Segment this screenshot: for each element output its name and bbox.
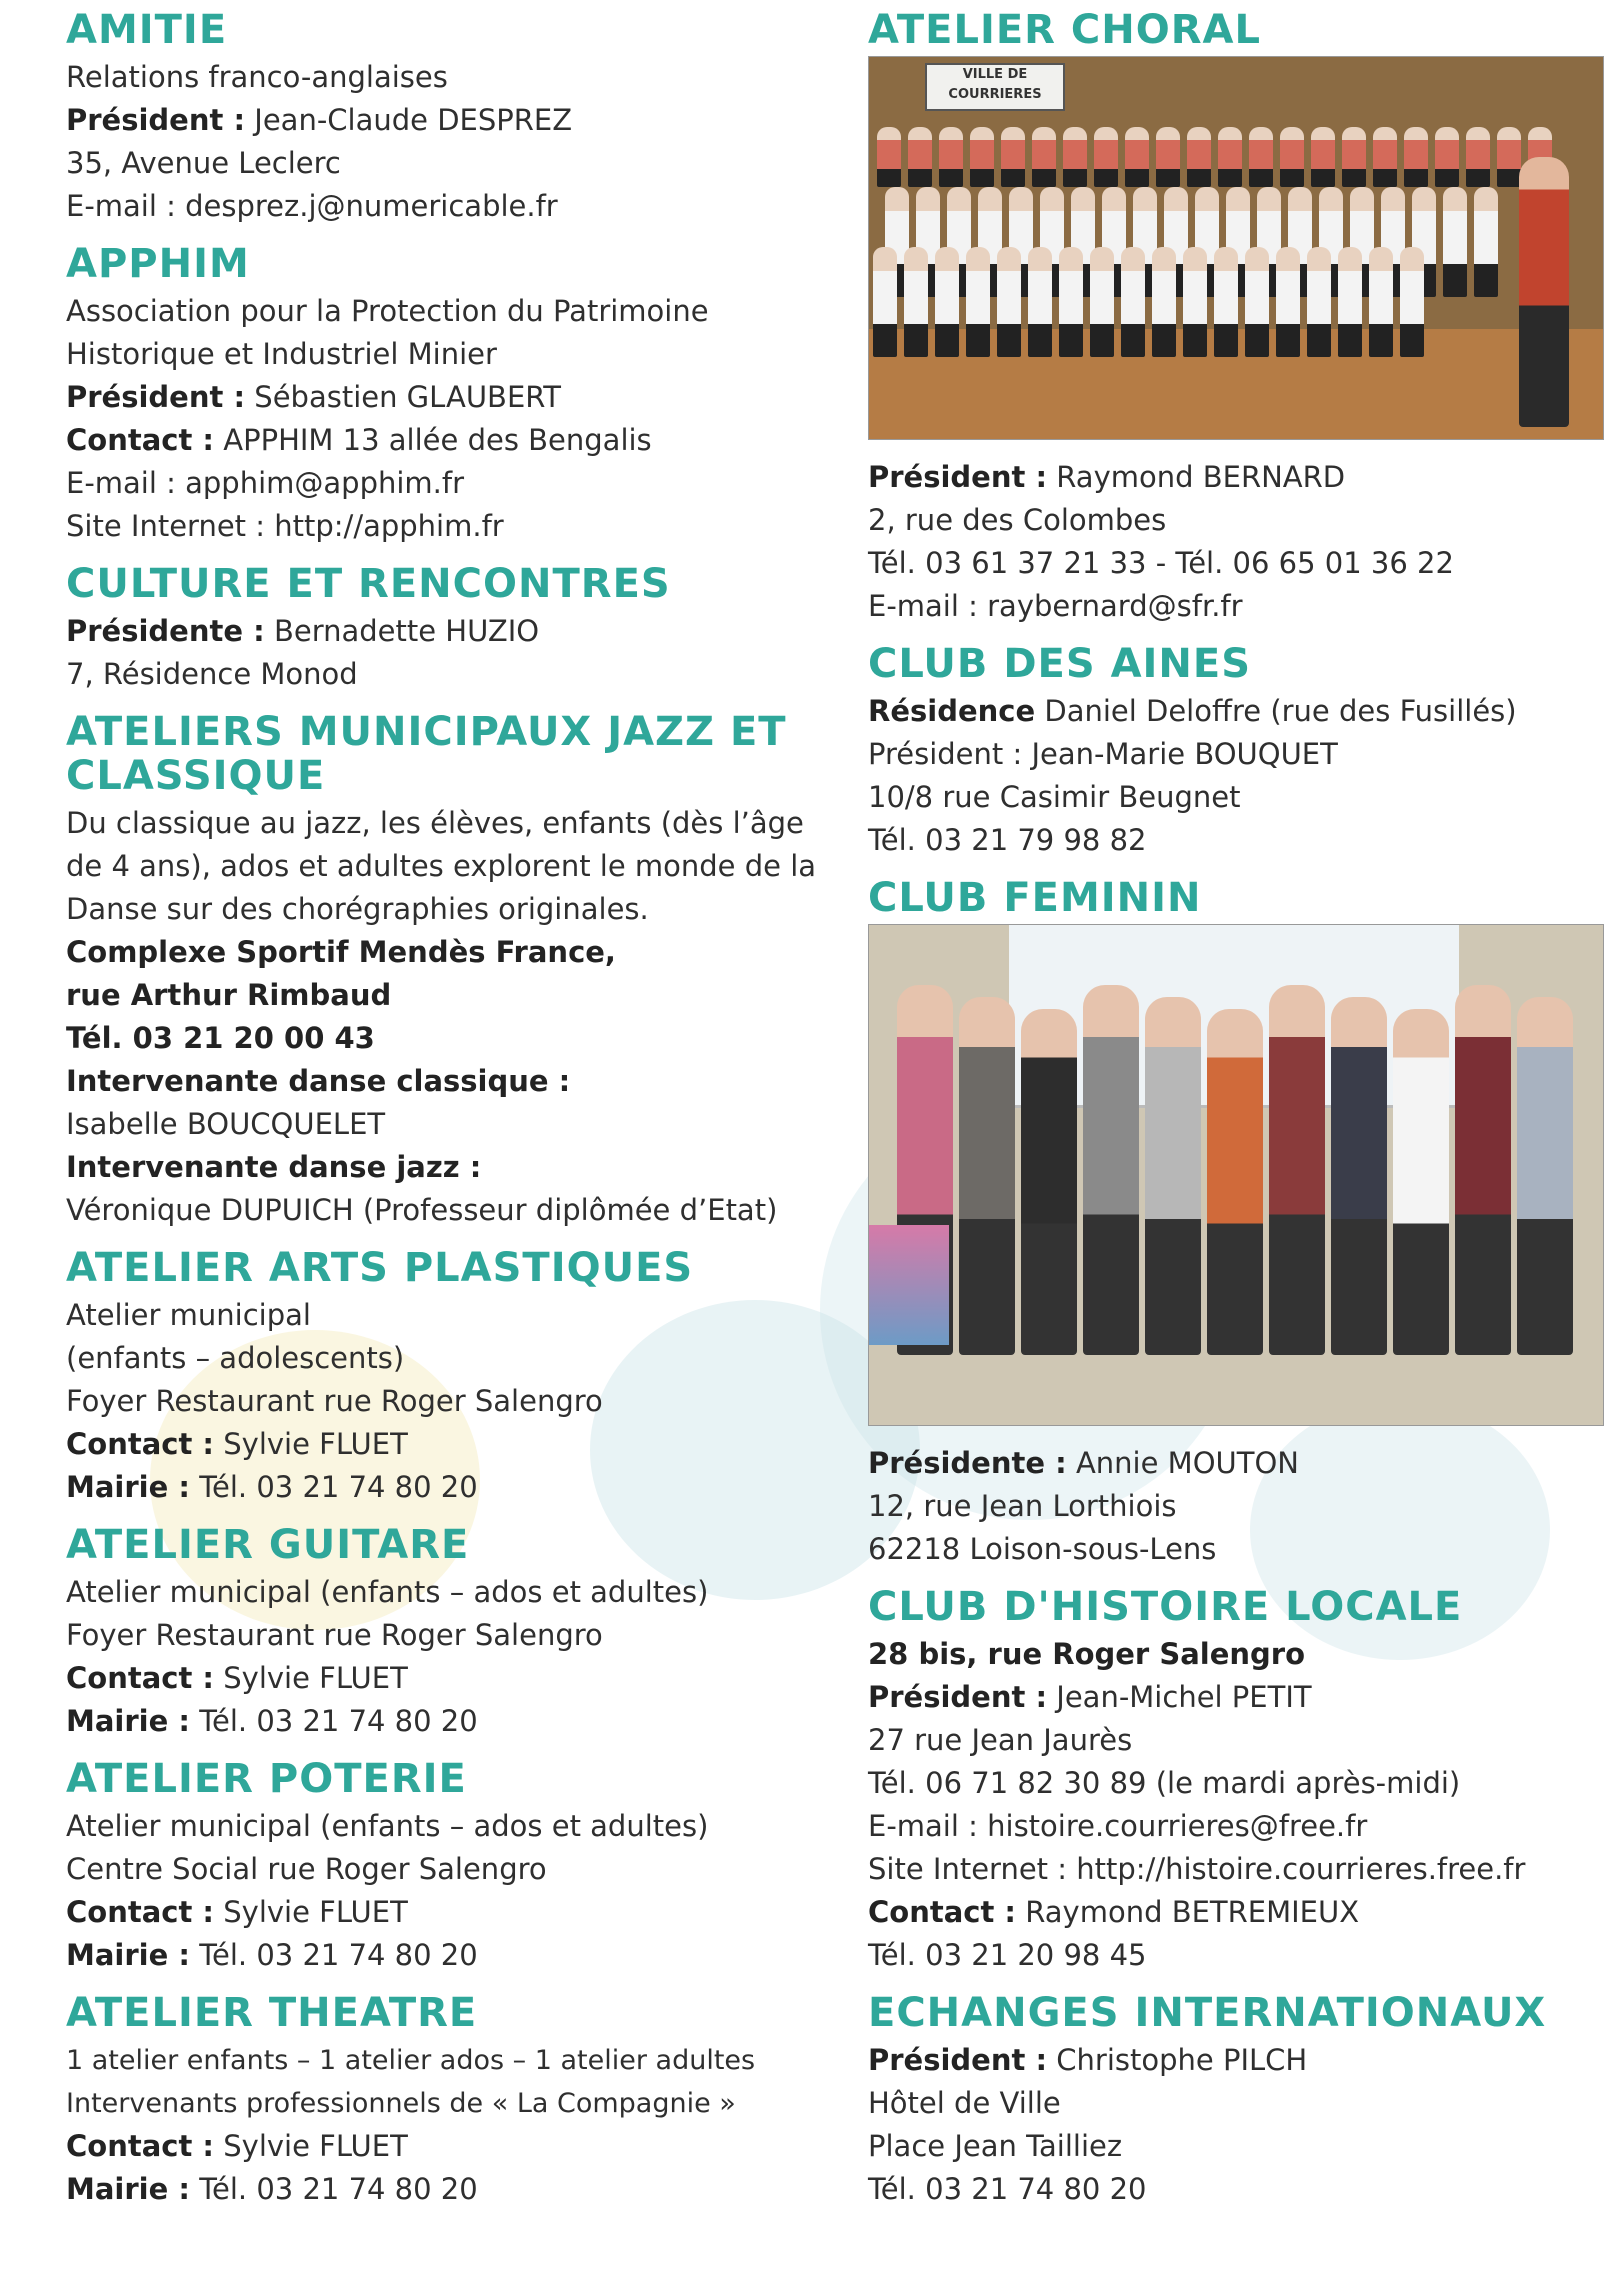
info-line — [66, 290, 826, 333]
choir-singer — [1404, 127, 1428, 187]
info-label: Complexe Sportif Mendès France, — [66, 935, 616, 969]
info-line — [66, 462, 826, 505]
info-label: Mairie : — [66, 1704, 190, 1738]
choir-singer — [1090, 247, 1114, 357]
section-title: ATELIER CHORAL — [868, 7, 1261, 53]
fabric-table — [869, 1225, 949, 1345]
info-line — [66, 2168, 826, 2211]
info-label: 28 bis, rue Roger Salengro — [868, 1637, 1306, 1671]
info-label: Présidente : — [868, 1446, 1067, 1480]
section-atelier-theatre — [66, 1991, 826, 2211]
section-ateliers-municipaux-jazz-et-classique — [66, 710, 826, 1232]
info-label: Présidente : — [66, 614, 265, 648]
info-line — [868, 542, 1588, 585]
info-line — [66, 1657, 826, 1700]
info-line — [66, 505, 826, 548]
info-line — [868, 776, 1588, 819]
choir-singer — [904, 247, 928, 357]
info-line — [868, 1633, 1588, 1676]
info-text: Sylvie FLUET — [214, 1661, 408, 1695]
info-label: Mairie : — [66, 1470, 190, 1504]
choir-singer — [1435, 127, 1459, 187]
section-title: CLUB D'HISTOIRE LOCALE — [868, 1584, 1463, 1630]
info-text: Tél. 03 21 74 80 20 — [189, 1470, 478, 1504]
conductor — [1519, 157, 1569, 427]
choir-singer — [908, 127, 932, 187]
info-line — [66, 1380, 826, 1423]
info-line — [868, 733, 1588, 776]
info-text: Tél. 03 21 74 80 20 — [189, 1938, 478, 1972]
choir-singer — [1443, 187, 1467, 297]
section-club-feminin — [868, 876, 1588, 1571]
choir-singer — [1245, 247, 1269, 357]
info-text: 27 rue Jean Jaurès — [868, 1723, 1133, 1757]
info-text: Raymond BERNARD — [1047, 460, 1346, 494]
info-line — [66, 1423, 826, 1466]
choir-singer — [1218, 127, 1242, 187]
info-label: Intervenante danse jazz : — [66, 1150, 482, 1184]
info-line — [66, 2125, 826, 2168]
info-text: Foyer Restaurant rue Roger Salengro — [66, 1384, 603, 1418]
info-line — [868, 456, 1588, 499]
choir-singer — [970, 127, 994, 187]
info-line — [66, 931, 826, 974]
info-line — [66, 1571, 826, 1614]
choir-singer — [1094, 127, 1118, 187]
info-line — [66, 610, 826, 653]
choir-singer — [1001, 127, 1025, 187]
info-line — [868, 1848, 1588, 1891]
info-text: 7, Résidence Monod — [66, 657, 358, 691]
info-text[interactable]: E-mail : histoire.courrieres@free.fr — [868, 1809, 1368, 1843]
section-title: ECHANGES INTERNATIONAUX — [868, 1990, 1547, 2036]
section-atelier-poterie — [66, 1757, 826, 1977]
section-title: APPHIM — [66, 241, 250, 287]
section-title: ATELIER GUITARE — [66, 1522, 470, 1568]
info-text[interactable]: E-mail : raybernard@sfr.fr — [868, 589, 1243, 623]
info-line — [868, 690, 1588, 733]
info-text: Place Jean Tailliez — [868, 2129, 1123, 2163]
group-member — [1331, 997, 1387, 1355]
info-label: Mairie : — [66, 1938, 190, 1972]
info-line — [66, 1017, 826, 1060]
info-text: Isabelle BOUCQUELET — [66, 1107, 386, 1141]
info-text: 10/8 rue Casimir Beugnet — [868, 780, 1241, 814]
right-column — [868, 8, 1588, 2225]
choir-singer — [1497, 127, 1521, 187]
info-text: 2, rue des Colombes — [868, 503, 1167, 537]
choir-singer — [1373, 127, 1397, 187]
info-line — [66, 2082, 826, 2125]
choir-singer — [1214, 247, 1238, 357]
info-line — [66, 99, 826, 142]
info-line — [868, 1485, 1588, 1528]
info-text: Hôtel de Ville — [868, 2086, 1061, 2120]
choir-singer — [1369, 247, 1393, 357]
info-label: Président : — [66, 103, 246, 137]
info-line — [868, 1442, 1588, 1485]
section-club-des-aines — [868, 642, 1588, 862]
group-member — [1021, 1009, 1077, 1355]
info-line — [868, 1719, 1588, 1762]
choir-singer — [1152, 247, 1176, 357]
choir-singer — [1125, 127, 1149, 187]
info-text: Tél. 03 21 74 80 20 — [868, 2172, 1147, 2206]
info-line — [66, 1103, 826, 1146]
info-label: Contact : — [66, 1661, 215, 1695]
info-text: Sébastien GLAUBERT — [245, 380, 562, 414]
group-member — [1207, 1009, 1263, 1355]
info-line — [66, 1337, 826, 1380]
info-text: Atelier municipal — [66, 1298, 311, 1332]
choir-singer — [1280, 127, 1304, 187]
info-line — [868, 1934, 1588, 1977]
info-text: Sylvie FLUET — [214, 1895, 408, 1929]
info-text[interactable]: Site Internet : http://apphim.fr — [66, 509, 504, 543]
info-line — [868, 1528, 1588, 1571]
choir-singer — [935, 247, 959, 357]
info-line — [66, 56, 826, 99]
info-line — [66, 1614, 826, 1657]
info-line — [66, 1466, 826, 1509]
info-label: Résidence — [868, 694, 1036, 728]
info-text[interactable]: E-mail : apphim@apphim.fr — [66, 466, 465, 500]
info-text: Sylvie FLUET — [214, 2129, 408, 2163]
choir-singer — [939, 127, 963, 187]
group-member — [1083, 985, 1139, 1355]
info-line — [66, 1294, 826, 1337]
choir-singer — [1276, 247, 1300, 357]
info-text: Christophe PILCH — [1047, 2043, 1308, 2077]
info-text: Foyer Restaurant rue Roger Salengro — [66, 1618, 603, 1652]
info-label: Président : — [868, 460, 1048, 494]
info-text: APPHIM 13 allée des Bengalis — [214, 423, 652, 457]
info-label: Mairie : — [66, 2172, 190, 2206]
info-line — [66, 1700, 826, 1743]
choir-singer — [997, 247, 1021, 357]
info-line — [66, 419, 826, 462]
info-text: Atelier municipal (enfants – ados et adultes) — [66, 1575, 709, 1609]
info-line — [66, 1934, 826, 1977]
info-text: Raymond BETREMIEUX — [1016, 1895, 1360, 1929]
info-text: Centre Social rue Roger Salengro — [66, 1852, 547, 1886]
info-label: Président : — [66, 380, 246, 414]
info-text: Jean-Claude DESPREZ — [245, 103, 573, 137]
photo-sign: VILLE DE COURRIERES — [925, 63, 1065, 111]
info-line — [66, 185, 826, 228]
info-text: Président : Jean-Marie BOUQUET — [868, 737, 1338, 771]
info-text: Tél. 03 21 74 80 20 — [189, 2172, 478, 2206]
group-member — [1145, 997, 1201, 1355]
section-title: CULTURE ET RENCONTRES — [66, 561, 671, 607]
info-label: Intervenante danse classique : — [66, 1064, 571, 1098]
info-text: Association pour la Protection du Patrimoine — [66, 294, 709, 328]
info-line — [868, 1891, 1588, 1934]
info-text: Bernadette HUZIO — [264, 614, 540, 648]
info-text: Sylvie FLUET — [214, 1427, 408, 1461]
info-text: 12, rue Jean Lorthiois — [868, 1489, 1177, 1523]
info-line — [868, 819, 1588, 862]
choral-group-photo — [868, 56, 1604, 440]
info-line — [66, 1891, 826, 1934]
info-text: (enfants – adolescents) — [66, 1341, 405, 1375]
choir-singer — [1311, 127, 1335, 187]
info-line — [868, 1676, 1588, 1719]
info-text[interactable]: Site Internet : http://histoire.courrieres.free.fr — [868, 1852, 1526, 1886]
group-member — [1517, 997, 1573, 1355]
info-line — [66, 333, 826, 376]
info-line — [66, 376, 826, 419]
choir-singer — [1156, 127, 1180, 187]
info-text: Tél. 06 71 82 30 89 (le mardi après-midi) — [868, 1766, 1461, 1800]
choir-singer — [1028, 247, 1052, 357]
choir-singer — [1466, 127, 1490, 187]
info-text: Tél. 03 61 37 21 33 - Tél. 06 65 01 36 22 — [868, 546, 1454, 580]
choir-singer — [1059, 247, 1083, 357]
section-atelier-choral — [868, 8, 1588, 628]
section-amitie — [66, 8, 826, 228]
section-apphim — [66, 242, 826, 548]
section-atelier-guitare — [66, 1523, 826, 1743]
info-text: Tél. 03 21 20 98 45 — [868, 1938, 1147, 1972]
info-line — [66, 1060, 826, 1103]
choir-singer — [1474, 187, 1498, 297]
choir-singer — [873, 247, 897, 357]
group-member — [1393, 1009, 1449, 1355]
section-title: CLUB FEMININ — [868, 875, 1202, 921]
info-text: Relations franco-anglaises — [66, 60, 448, 94]
info-label: Contact : — [66, 2129, 215, 2163]
info-line — [66, 142, 826, 185]
info-text: Annie MOUTON — [1066, 1446, 1299, 1480]
choir-singer — [1338, 247, 1362, 357]
section-title: ATELIER POTERIE — [66, 1756, 467, 1802]
group-member — [1269, 985, 1325, 1355]
section-title: CLUB DES AINES — [868, 641, 1252, 687]
info-label: Président : — [868, 1680, 1048, 1714]
section-atelier-arts-plastiques — [66, 1246, 826, 1509]
choir-singer — [1307, 247, 1331, 357]
choir-singer — [1063, 127, 1087, 187]
info-text: Du classique au jazz, les élèves, enfants (dès l’âge de 4 ans), ados et adultes explorent le monde de la Danse sur des chorégraphies originales. — [66, 806, 817, 926]
choir-singer — [1183, 247, 1207, 357]
info-line — [66, 802, 826, 931]
info-text: Jean-Michel PETIT — [1047, 1680, 1312, 1714]
feminin-group-photo — [868, 924, 1604, 1426]
info-line — [66, 2039, 826, 2082]
info-text: Tél. 03 21 74 80 20 — [189, 1704, 478, 1738]
group-member — [959, 997, 1015, 1355]
section-title: ATELIERS MUNICIPAUX JAZZ ET CLASSIQUE — [66, 709, 787, 799]
info-line — [66, 1146, 826, 1189]
choir-singer — [1032, 127, 1056, 187]
info-text[interactable]: E-mail : desprez.j@numericable.fr — [66, 189, 558, 223]
info-text: 35, Avenue Leclerc — [66, 146, 341, 180]
left-column — [66, 8, 826, 2225]
info-label: Président : — [868, 2043, 1048, 2077]
info-line — [868, 585, 1588, 628]
info-line — [868, 2125, 1588, 2168]
info-line — [868, 499, 1588, 542]
section-title: AMITIE — [66, 7, 228, 53]
info-line — [66, 653, 826, 696]
section-culture-et-rencontres — [66, 562, 826, 696]
choir-singer — [1187, 127, 1211, 187]
choir-singer — [966, 247, 990, 357]
choir-singer — [1121, 247, 1145, 357]
section-title: ATELIER THEATRE — [66, 1990, 478, 2036]
info-label: Contact : — [66, 1895, 215, 1929]
group-member — [1455, 985, 1511, 1355]
info-text: 1 atelier enfants – 1 atelier ados – 1 atelier adultes — [66, 2045, 756, 2076]
info-text: Historique et Industriel Minier — [66, 337, 497, 371]
info-text: Atelier municipal (enfants – ados et adultes) — [66, 1809, 709, 1843]
info-label: Contact : — [66, 1427, 215, 1461]
section-club-d-histoire-locale — [868, 1585, 1588, 1977]
info-line — [868, 2168, 1588, 2211]
info-text: 62218 Loison-sous-Lens — [868, 1532, 1217, 1566]
info-line — [868, 2039, 1588, 2082]
info-line — [868, 2082, 1588, 2125]
info-text: Intervenants professionnels de « La Compagnie » — [66, 2088, 736, 2119]
info-text: Véronique DUPUICH (Professeur diplômée d’Etat) — [66, 1193, 778, 1227]
info-label: rue Arthur Rimbaud — [66, 978, 392, 1012]
info-line — [868, 1805, 1588, 1848]
choir-singer — [1342, 127, 1366, 187]
choir-singer — [1400, 247, 1424, 357]
choir-singer — [1249, 127, 1273, 187]
info-label: Contact : — [868, 1895, 1017, 1929]
info-label: Tél. 03 21 20 00 43 — [66, 1021, 375, 1055]
choir-singer — [877, 127, 901, 187]
info-line — [66, 1848, 826, 1891]
info-text: Daniel Deloffre (rue des Fusillés) — [1035, 694, 1517, 728]
info-line — [868, 1762, 1588, 1805]
section-echanges-internationaux — [868, 1991, 1588, 2211]
info-label: Contact : — [66, 423, 215, 457]
info-text: Tél. 03 21 79 98 82 — [868, 823, 1147, 857]
info-line — [66, 1805, 826, 1848]
info-line — [66, 974, 826, 1017]
info-line — [66, 1189, 826, 1232]
section-title: ATELIER ARTS PLASTIQUES — [66, 1245, 694, 1291]
